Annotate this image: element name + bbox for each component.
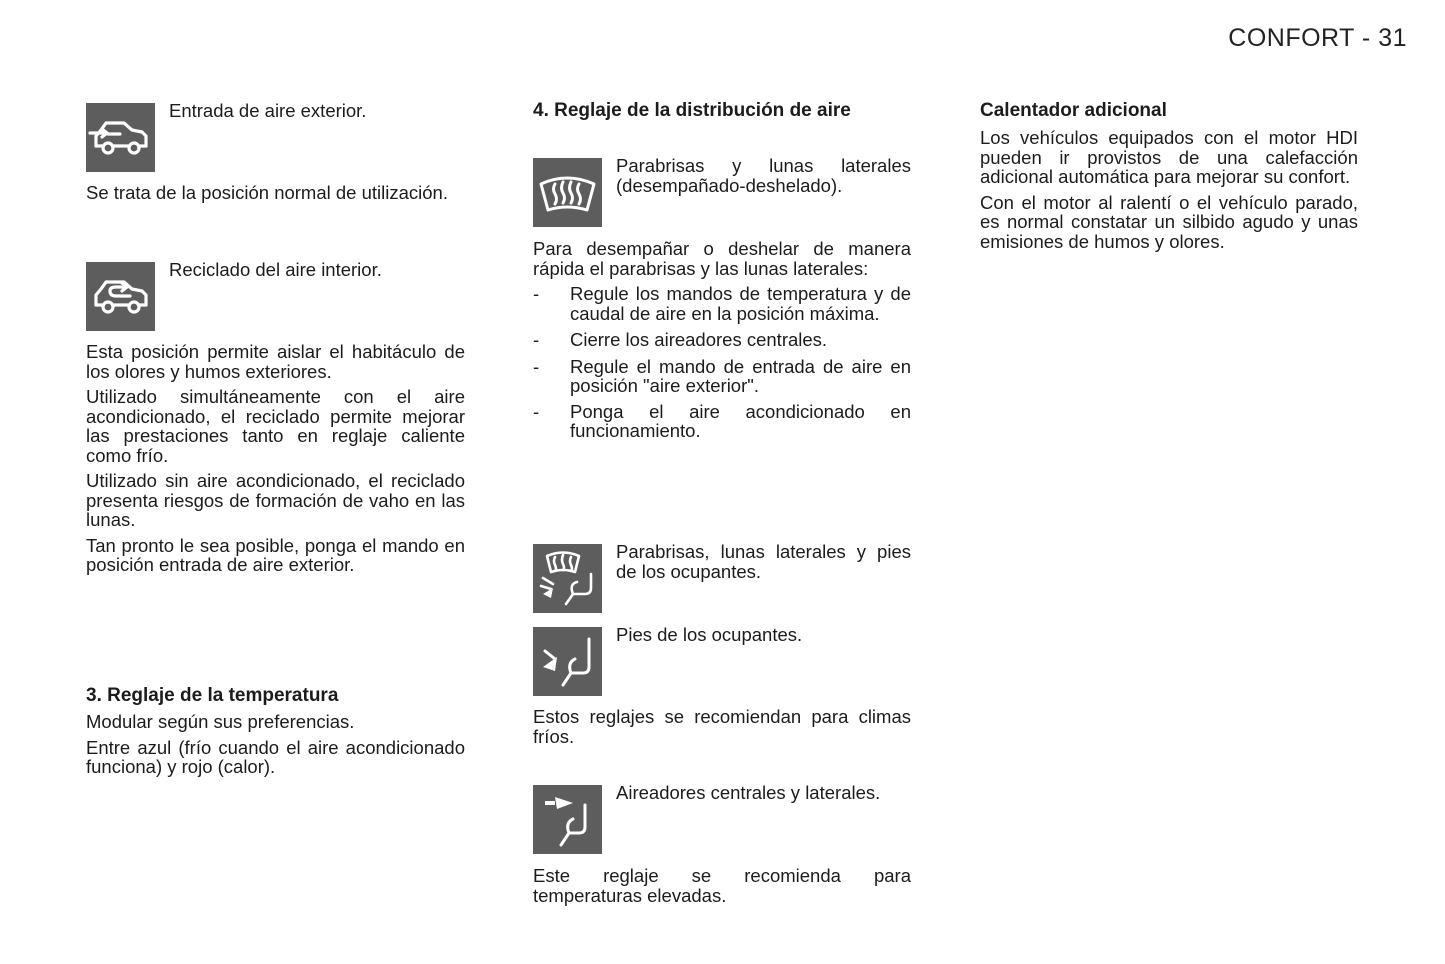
hot-weather-note: Este reglaje se recomienda para temperaturas elevadas.: [533, 865, 911, 906]
heater-para-2: Con el motor al ralentí o el vehículo parado, es normal constatar un silbido agudo y unas emisiones de humos y olores.: [980, 191, 1358, 252]
defrost-instructions: [533, 239, 911, 441]
additional-heater-heading: Calentador adicional: [980, 100, 1167, 121]
recirculation-para-3: Utilizado sin aire acondicionado, el reciclado presenta riesgos de formación de vaho en las lunas.: [86, 470, 465, 530]
step-text: Cierre los aireadores centrales.: [570, 329, 828, 350]
cold-climate-note: Estos reglajes se recomiendan para climas fríos.: [533, 706, 911, 747]
dash-marker: -: [533, 329, 540, 350]
step-text: Regule los mandos de temperatura y de caudal de aire en la posición máxima.: [570, 283, 911, 324]
recirculation-para-2: Utilizado simultáneamente con el aire acondicionado, el reciclado permite mejorar las prestaciones tanto en reglaje caliente como frío.: [86, 386, 465, 466]
temperature-para-2: Entre azul (frío cuando el aire acondicionado funciona) y rojo (calor).: [86, 736, 465, 777]
feet-label: Pies de los ocupantes.: [616, 624, 803, 645]
outside-air-description: Se trata de la posición normal de utilización.: [86, 182, 448, 203]
page-header: CONFORT - 31: [1228, 24, 1407, 52]
dash-marker: -: [533, 283, 540, 304]
car-recirculation-icon: [86, 262, 155, 331]
face-vents-label: Aireadores centrales y laterales.: [616, 782, 881, 803]
windshield-feet-label: Parabrisas, lunas laterales y pies de los ocupantes.: [616, 541, 911, 582]
defrost-label: Parabrisas y lunas laterales (desempañado-deshelado).: [616, 155, 911, 196]
heater-para-1: Los vehículos equipados con el motor HDI pueden ir provistos de una calefacción adicional automática para mejorar su confort.: [980, 127, 1358, 187]
step-text: Regule el mando de entrada de aire en posición "aire exterior".: [570, 355, 911, 396]
recirculation-para-1: Esta posición permite aislar el habitáculo de los olores y humos exteriores.: [86, 341, 465, 382]
step-text: Ponga el aire acondicionado en funcionamiento.: [570, 400, 911, 441]
temperature-text-block: [86, 712, 465, 777]
recirculation-para-4: Tan pronto le sea posible, ponga el mando en posición entrada de aire exterior.: [86, 534, 465, 575]
dash-marker: -: [533, 355, 540, 377]
recirculation-text-block: [86, 342, 465, 575]
defrost-step-1: [533, 284, 911, 323]
outside-air-label: Entrada de aire exterior.: [169, 100, 367, 121]
defrost-step-4: [533, 402, 911, 441]
recirculation-label: Reciclado del aire interior.: [169, 259, 382, 280]
car-outside-air-icon: [86, 103, 155, 172]
defrost-intro: Para desempañar o deshelar de manera rápida el parabrisas y las lunas laterales:: [533, 238, 911, 279]
defrost-step-2: [533, 330, 911, 350]
face-vents-icon: [533, 785, 602, 854]
defrost-step-3: [533, 357, 911, 396]
temperature-heading: 3. Reglaje de la temperatura: [86, 685, 339, 706]
air-distribution-heading: 4. Reglaje de la distribución de aire: [533, 100, 851, 121]
dash-marker: -: [533, 400, 540, 422]
temperature-para-1: Modular según sus preferencias.: [86, 711, 355, 732]
windshield-defrost-icon: [533, 158, 602, 227]
feet-airflow-icon: [533, 627, 602, 696]
windshield-and-feet-icon: [533, 544, 602, 613]
additional-heater-text: [980, 128, 1358, 251]
